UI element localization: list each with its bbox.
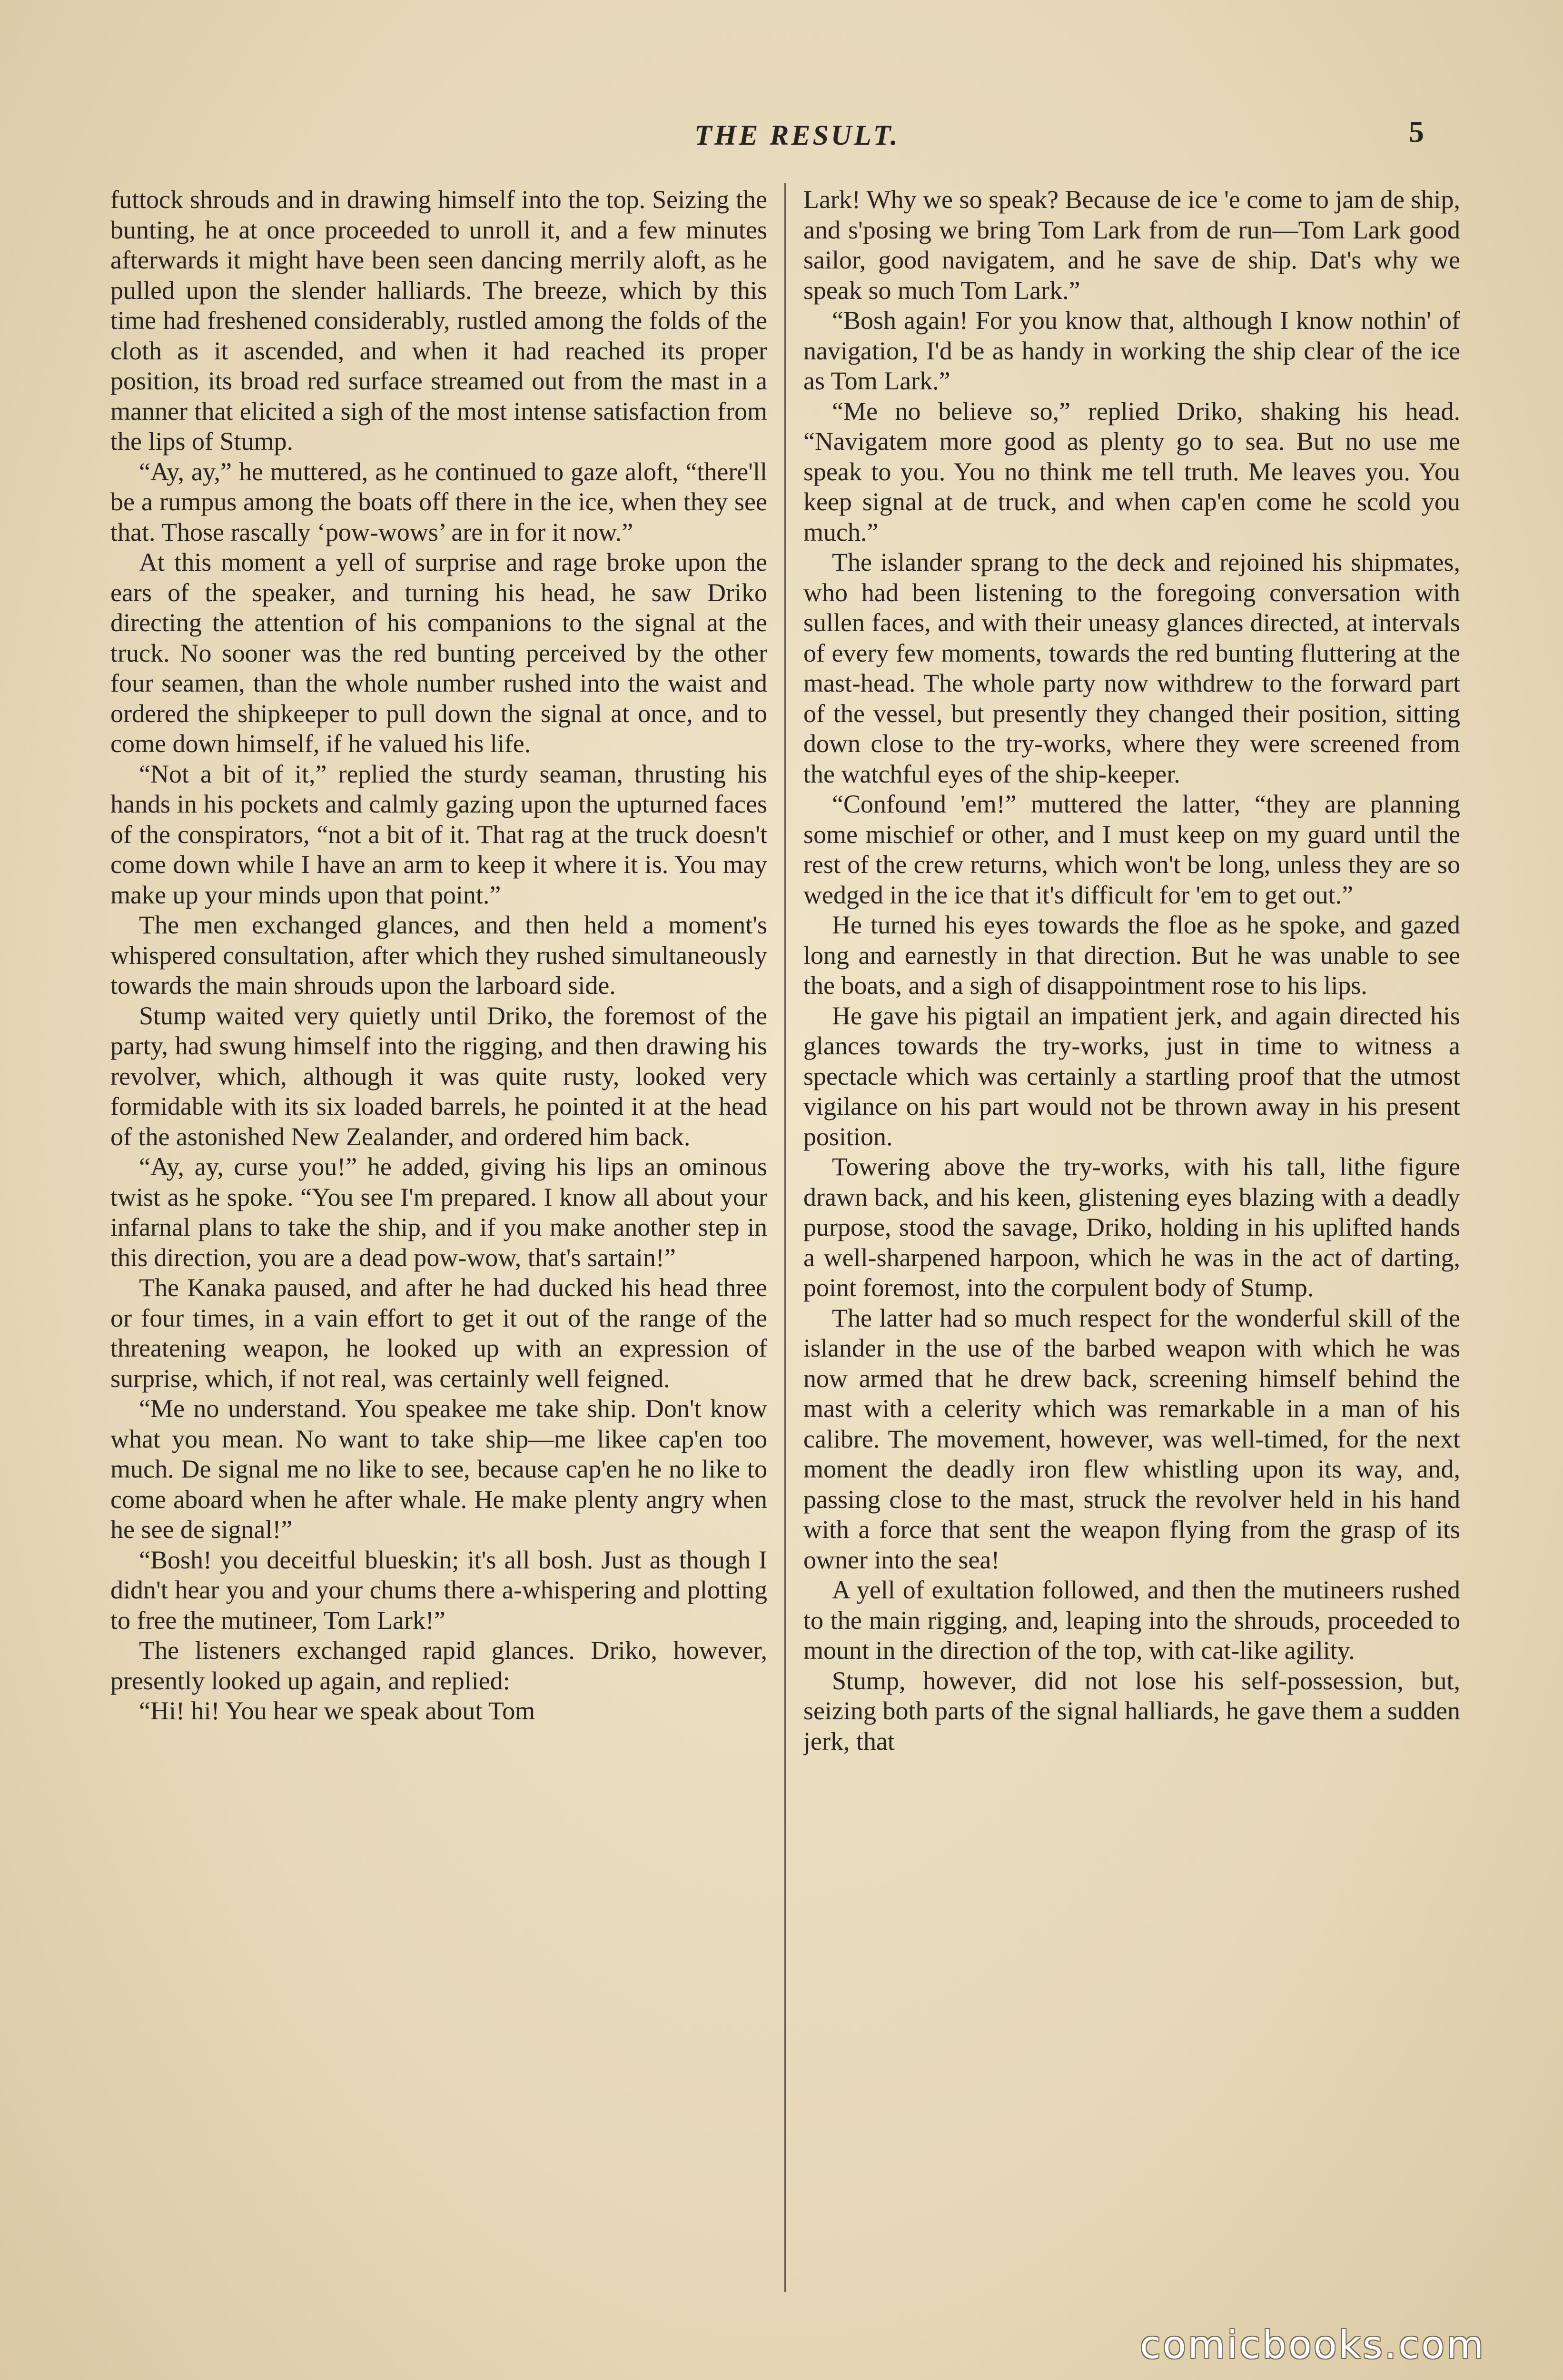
paragraph: The Kanaka paused, and after he had ducked his head three or four times, in a vain effort to get it out of the range of the threatening weapon, he looked up with an expression of surprise, which, if not real, was certainly well feigned.: [110, 1273, 767, 1393]
column-divider: [784, 183, 786, 2292]
paragraph: The islander sprang to the deck and rejoined his shipmates, who had been listening to the foregoing conversation with sullen faces, and with their uneasy glances directed, at intervals of every few moments, towards the red bunting fluttering at the mast-head. The whole party now withdrew to the forward part of the vessel, but presently they changed their position, sitting down close to the try-works, where they were screened from the watchful eyes of the ship-keeper.: [803, 548, 1460, 788]
paragraph: Stump, however, did not lose his self-possession, but, seizing both parts of the signal halliards, he gave them a sudden jerk, that: [803, 1666, 1460, 1755]
paragraph: Lark! Why we so speak? Because de ice 'e come to jam de ship, and s'posing we bring Tom Lark from de run—Tom Lark good sailor, good navigatem, and he save de ship. Dat's why we speak so much Tom Lark.”: [803, 185, 1460, 305]
paragraph: “Ay, ay, curse you!” he added, giving his lips an ominous twist as he spoke. “You see I'm prepared. I know all about your infarnal plans to take the ship, and if you make another step in this direction, you are a dead pow-wow, that's sartain!”: [110, 1152, 767, 1272]
page-number: 5: [1409, 115, 1424, 149]
paragraph: He gave his pigtail an impatient jerk, and again directed his glances towards the try-works, just in time to witness a spectacle which was certainly a startling proof that the utmost vigilance on his part would not be thrown away in his present position.: [803, 1001, 1460, 1151]
paragraph: Towering above the try-works, with his tall, lithe figure drawn back, and his keen, glistening eyes blazing with a deadly purpose, stood the savage, Driko, holding in his uplifted hands a well-sharpened harpoon, which he was in the act of darting, point foremost, into the corpulent body of Stump.: [803, 1152, 1460, 1302]
paragraph: “Confound 'em!” muttered the latter, “they are planning some mischief or other, and I must keep on my guard until the rest of the crew returns, which won't be long, unless they are so wedged in the ice that it's difficult for 'em to get out.”: [803, 790, 1460, 909]
running-title: THE RESULT.: [694, 119, 900, 151]
paragraph: The latter had so much respect for the wonderful skill of the islander in the use of the barbed weapon with which he was now armed that he drew back, screening himself behind the mast with a celerity which was remarkable in a man of his calibre. The movement, however, was well-timed, for the next moment the deadly iron flew whistling upon its way, and, passing close to the mast, struck the revolver held in his hand with a force that sent the weapon flying from the grasp of its owner into the sea!: [803, 1303, 1460, 1574]
right-column: [803, 185, 1460, 2289]
paragraph: “Bosh! you deceitful blueskin; it's all bosh. Just as though I didn't hear you and your chums there a-whispering and plotting to free the mutineer, Tom Lark!”: [110, 1545, 767, 1635]
paragraph: “Me no believe so,” replied Driko, shaking his head. “Navigatem more good as plenty go to sea. But no use me speak to you. You no think me tell truth. Me leaves you. You keep signal at de truck, and when cap'en come he scold you much.”: [803, 397, 1460, 546]
paragraph: A yell of exultation followed, and then the mutineers rushed to the main rigging, and, leaping into the shrouds, proceeded to mount in the direction of the top, with cat-like agility.: [803, 1576, 1460, 1665]
paragraph: “Ay, ay,” he muttered, as he continued to gaze aloft, “there'll be a rumpus among the boats off there in the ice, when they see that. Those rascally ‘pow-wows’ are in for it now.”: [110, 457, 767, 546]
paragraph: He turned his eyes towards the floe as he spoke, and gazed long and earnestly in that direction. But he was unable to see the boats, and a sigh of disappointment rose to his lips.: [803, 911, 1460, 1000]
paragraph: “Hi! hi! You hear we speak about Tom: [139, 1696, 535, 1725]
paragraph: “Not a bit of it,” replied the sturdy seaman, thrusting his hands in his pockets and calmly gazing upon the upturned faces of the conspirators, “not a bit of it. That rag at the truck doesn't come down while I have an arm to keep it where it is. You may make up your minds upon that point.”: [110, 759, 767, 909]
paragraph: futtock shrouds and in drawing himself into the top. Seizing the bunting, he at once proceeded to unroll it, and a few minutes afterwards it might have been seen dancing merrily aloft, as he pulled upon the slender halliards. The breeze, which by this time had freshened considerably, rustled among the folds of the cloth as it ascended, and when it had reached its proper position, its broad red surface streamed out from the mast in a manner that elicited a sigh of the most intense satisfaction from the lips of Stump.: [110, 185, 767, 456]
paragraph: At this moment a yell of surprise and rage broke upon the ears of the speaker, and turning his head, he saw Driko directing the attention of his companions to the signal at the truck. No sooner was the red bunting perceived by the other four seamen, than the whole number rushed into the waist and ordered the shipkeeper to pull down the signal at once, and to come down himself, if he valued his life.: [110, 548, 767, 758]
paragraph: The listeners exchanged rapid glances. Driko, however, presently looked up again, and replied:: [110, 1636, 767, 1695]
paragraph: The men exchanged glances, and then held a moment's whispered consultation, after which they rushed simultaneously towards the main shrouds upon the larboard side.: [110, 911, 767, 1000]
left-column: [110, 185, 767, 2289]
paragraph: Stump waited very quietly until Driko, the foremost of the party, had swung himself into the rigging, and then drawing his revolver, which, although it was quite rusty, looked very formidable with its six loaded barrels, he pointed it at the head of the astonished New Zealander, and ordered him back.: [110, 1001, 767, 1151]
paragraph: “Bosh again! For you know that, although I know nothin' of navigation, I'd be as handy in working the ship clear of the ice as Tom Lark.”: [803, 306, 1460, 395]
site-watermark: comicbooks.com: [1140, 2323, 1486, 2367]
paragraph: “Me no understand. You speakee me take ship. Don't know what you mean. No want to take ship—me likee cap'en too much. De signal me no like to see, because cap'en he no like to come aboard when he after whale. He make plenty angry when he see de signal!”: [110, 1394, 767, 1544]
